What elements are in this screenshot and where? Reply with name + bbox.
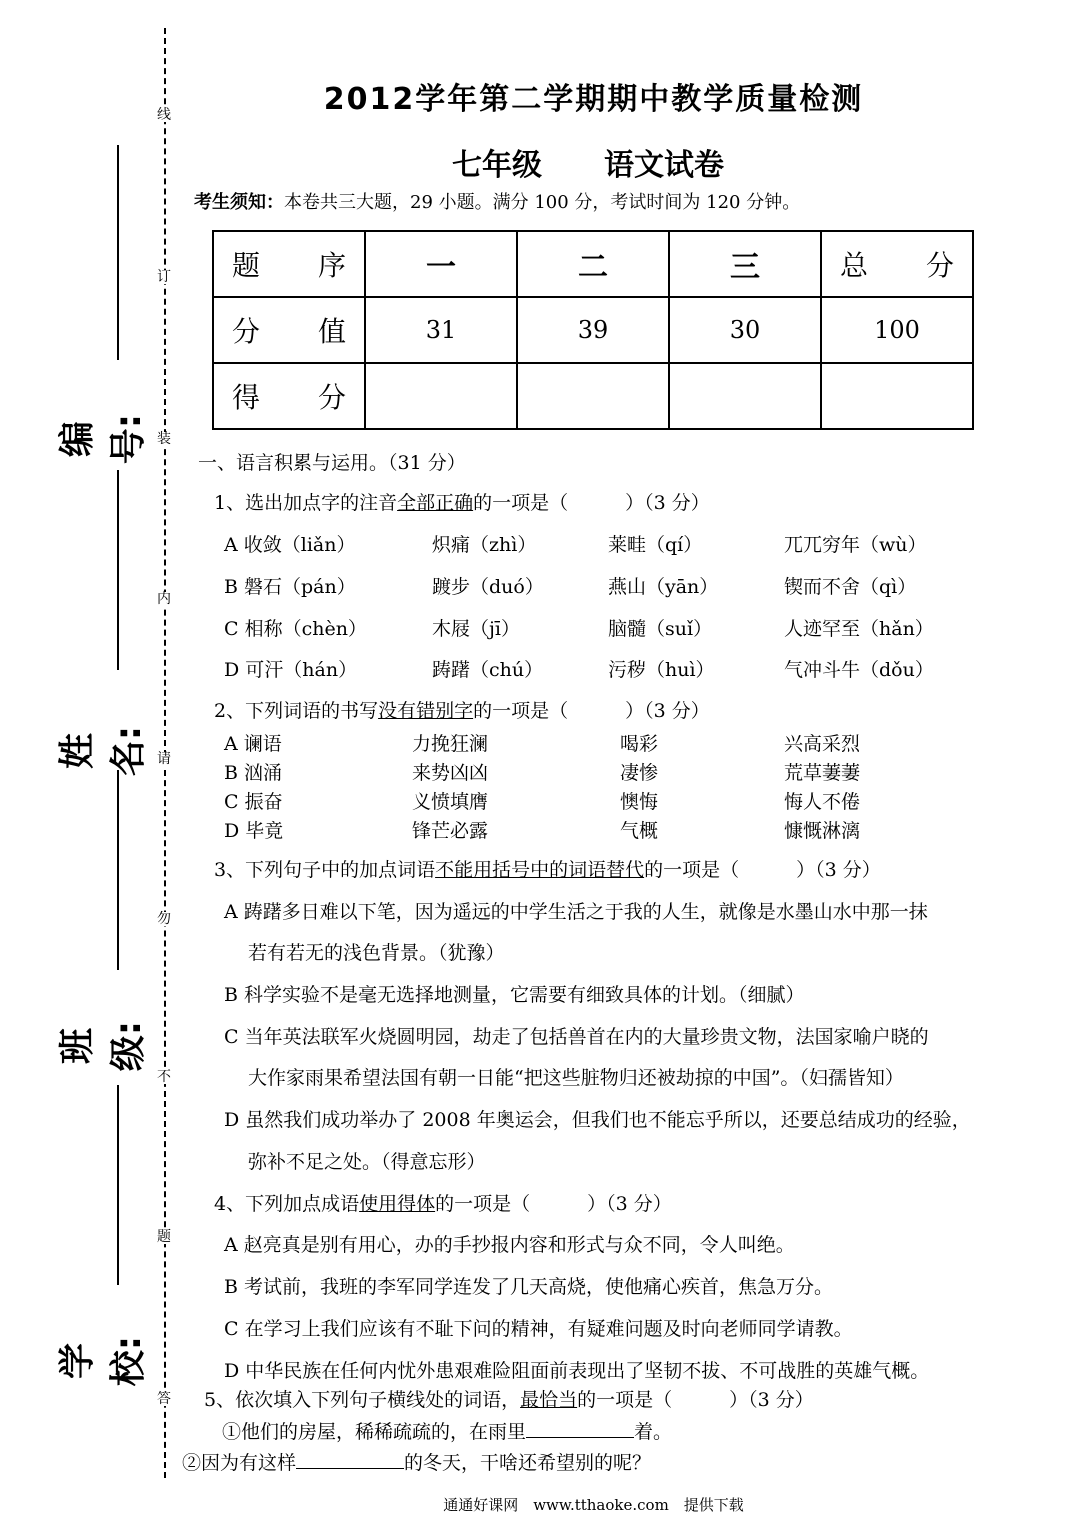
q5-s2-post: 的冬天，干啥还希望别的呢？ <box>404 1452 652 1474</box>
q4-key: 使用得体 <box>359 1193 436 1215</box>
binding-char: 订 <box>157 269 171 285</box>
section-title: 一、语言积累与运用。（31 分） <box>198 452 466 474</box>
q4-pre: 4、下列加点成语 <box>214 1193 360 1215</box>
q2-option: D 毕竟 <box>224 820 284 842</box>
answer-blank[interactable] <box>526 1419 634 1438</box>
name-label: 姓名: <box>57 725 149 777</box>
q2-key: 没有错别字 <box>378 700 474 722</box>
q4-option-c: C 在学习上我们应该有不耻下问的精神，有疑难问题及时向老师同学请教。 <box>224 1318 853 1340</box>
value-cell: 31 <box>365 297 517 363</box>
q5-sentence-1 <box>222 1417 672 1444</box>
q3-option-d: D 虽然我们成功举办了 2008 年奥运会，但我们也不能忘乎所以，还要总结成功的经验， <box>224 1109 971 1131</box>
value-label-cell: 分 值 <box>213 297 365 363</box>
class-label: 班级: <box>57 1020 149 1072</box>
q2-option: B 汹涌 <box>224 762 283 784</box>
q1-option: 燕山（yān） <box>608 576 719 598</box>
q2-option: 锋芒必露 <box>412 820 489 842</box>
q2-option: 荒草萋萋 <box>784 762 861 784</box>
score-cell[interactable] <box>517 363 669 429</box>
table-header-cell: 三 <box>669 231 821 297</box>
q1-option: D 可汗（hán） <box>224 659 358 681</box>
q3-option-c: C 当年英法联军火烧圆明园，劫走了包括兽首在内的大量珍贵文物，法国家喻户晓的 <box>224 1026 929 1048</box>
q1-option: 锲而不舍（qì） <box>784 576 917 598</box>
grade-label: 七年级 <box>452 148 542 183</box>
q1-option: 兀兀穷年（wù） <box>784 534 927 556</box>
value-cell: 100 <box>821 297 973 363</box>
q5-sentence-2 <box>182 1448 651 1475</box>
binding-char: 内 <box>157 591 171 607</box>
id-label: 编号: <box>57 413 149 465</box>
binding-char: 装 <box>157 431 171 447</box>
notice-label: 考生须知： <box>194 192 284 213</box>
q4-option-a: A 赵亮真是别有用心，办的手抄报内容和形式与众不同，令人叫绝。 <box>224 1234 795 1256</box>
q1-key: 全部正确 <box>397 492 474 514</box>
q2-option: 义愤填膺 <box>412 791 489 813</box>
q2-pre: 2、下列词语的书写 <box>214 700 379 722</box>
score-cell[interactable] <box>669 363 821 429</box>
q5-key: 最恰当 <box>520 1389 578 1411</box>
binding-char: 不 <box>157 1069 171 1085</box>
score-table <box>212 230 974 430</box>
q4-post: 的一项是（ ）（3 分） <box>435 1193 672 1215</box>
q5-s2-pre: ②因为有这样 <box>182 1452 297 1474</box>
exam-notice <box>194 188 800 214</box>
value-cell: 39 <box>517 297 669 363</box>
q3-option-d-cont: 弥补不足之处。（得意忘形） <box>248 1151 486 1173</box>
q1-option: 莱畦（qí） <box>608 534 703 556</box>
table-header-cell: 题 序 <box>213 231 365 297</box>
score-cell[interactable] <box>821 363 973 429</box>
q2-option: 气概 <box>620 820 659 842</box>
score-cell[interactable] <box>365 363 517 429</box>
table-row <box>213 231 973 297</box>
q1-option: 踱步（duó） <box>432 576 544 598</box>
value-cell: 30 <box>669 297 821 363</box>
table-header-cell: 一 <box>365 231 517 297</box>
q2-option: C 振奋 <box>224 791 283 813</box>
question-4 <box>214 1189 672 1216</box>
q3-option-b: B 科学实验不是毫无选择地测量，它需要有细致具体的计划。（细腻） <box>224 984 805 1006</box>
q3-pre: 3、下列句子中的加点词语 <box>214 859 436 881</box>
school-line <box>117 1085 119 1285</box>
subject-label: 语文试卷 <box>604 148 724 183</box>
q1-option: 污秽（huì） <box>608 659 715 681</box>
binding-char: 题 <box>157 1229 171 1245</box>
q3-option-a-cont: 若有若无的浅色背景。（犹豫） <box>248 942 505 964</box>
id-line <box>117 145 119 360</box>
school-label: 学校: <box>57 1335 149 1387</box>
name-line <box>117 470 119 670</box>
answer-blank[interactable] <box>296 1450 404 1469</box>
q1-option: 气冲斗牛（dǒu） <box>784 659 934 681</box>
q1-option: 木屐（jī） <box>432 618 520 640</box>
q3-option-a: A 踌躇多日难以下笔，因为遥远的中学生活之于我的人生，就像是水墨山水中那一抹 <box>224 901 928 923</box>
q3-option-c-cont: 大作家雨果希望法国有朝一日能“把这些脏物归还被劫掠的中国”。（妇孺皆知） <box>248 1067 904 1089</box>
binding-char: 线 <box>157 107 171 123</box>
table-header-cell: 二 <box>517 231 669 297</box>
q2-option: 悔人不倦 <box>784 791 861 813</box>
q5-s1-pre: ①他们的房屋，稀稀疏疏的，在雨里 <box>222 1421 527 1443</box>
question-5 <box>204 1385 814 1412</box>
q1-post: 的一项是（ ）（3 分） <box>473 492 710 514</box>
q1-option: A 收敛（liǎn） <box>224 534 356 556</box>
q4-option-d: D 中华民族在任何内忧外患艰难险阻面前表现出了坚韧不拔、不可战胜的英雄气概。 <box>224 1360 930 1382</box>
exam-title: 2012学年第二学期期中教学质量检测 <box>323 82 864 117</box>
q5-post: 的一项是（ ）（3 分） <box>577 1389 814 1411</box>
q2-option: A 谰语 <box>224 733 282 755</box>
binding-char: 答 <box>157 1391 171 1407</box>
table-row <box>213 363 973 429</box>
q1-pre: 1、选出加点字的注音 <box>214 492 398 514</box>
q2-option: 力挽狂澜 <box>412 733 489 755</box>
q5-pre: 5、依次填入下列句子横线处的词语， <box>204 1389 521 1411</box>
q1-option: 踌躇（chú） <box>432 659 544 681</box>
q3-key: 不能用括号中的词语替代 <box>435 859 645 881</box>
binding-char: 请 <box>157 751 171 767</box>
q1-option: 炽痛（zhì） <box>432 534 537 556</box>
q2-option: 凄惨 <box>620 762 659 784</box>
footer-credit: 通通好课网 www.tthaoke.com 提供下载 <box>443 1496 744 1514</box>
q3-post: 的一项是（ ）（3 分） <box>644 859 881 881</box>
q2-option: 兴高采烈 <box>784 733 861 755</box>
table-header-cell: 总 分 <box>821 231 973 297</box>
q5-s1-post: 着。 <box>634 1421 673 1443</box>
notice-text: 本卷共三大题，29 小题。满分 100 分，考试时间为 120 分钟。 <box>284 192 801 213</box>
q2-option: 懊悔 <box>620 791 659 813</box>
score-label-cell: 得 分 <box>213 363 365 429</box>
q2-option: 来势凶凶 <box>412 762 489 784</box>
binding-char: 勿 <box>157 911 171 927</box>
question-3 <box>214 855 881 882</box>
q2-post: 的一项是（ ）（3 分） <box>473 700 710 722</box>
q1-option: 人迹罕至（hǎn） <box>784 618 934 640</box>
q2-option: 慷慨淋漓 <box>784 820 861 842</box>
q1-option: B 磐石（pán） <box>224 576 356 598</box>
question-1 <box>214 488 710 515</box>
question-2 <box>214 696 710 723</box>
q4-option-b: B 考试前，我班的李军同学连发了几天高烧，使他痛心疾首，焦急万分。 <box>224 1276 834 1298</box>
q1-option: C 相称（chèn） <box>224 618 367 640</box>
table-row <box>213 297 973 363</box>
q2-option: 喝彩 <box>620 733 659 755</box>
q1-option: 脑髓（suǐ） <box>608 618 713 640</box>
class-line <box>117 770 119 970</box>
